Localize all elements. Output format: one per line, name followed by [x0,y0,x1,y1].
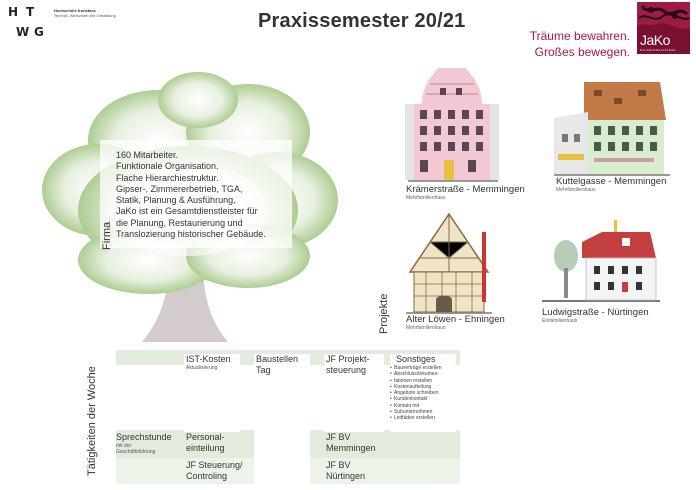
jf-projekt-line-2: steuerung [326,364,367,375]
list-item: • Kostenaufteilung [390,384,456,390]
list-item: • Leitfäden erstellen [390,415,456,421]
list-item: • Kundenkontakt [390,396,456,402]
logo-letter-h: H [8,5,19,19]
cell-personal [186,432,225,453]
jf-bv-nue-line-2: Nürtingen [326,470,366,481]
cell-ist-kosten [186,354,231,371]
jf-bv-mem-line-1: JF BV [326,432,351,442]
list-item: • Kontakt mit [390,403,456,409]
firm-line: JaKo ist ein Gesamtdienstleister für [116,206,258,217]
ist-kosten-title: IST-Kosten [186,354,231,364]
firma-label: Firma [101,221,113,250]
project-card [406,184,525,201]
list-item: • Bauverträge erstellen [390,365,456,371]
cell-jf-bv-memmingen [326,432,376,453]
project-card [406,314,505,331]
cell-baustellen [256,354,298,375]
firm-line: Gipser-, Zimmererbetrieb, TGA, [116,183,243,194]
ist-kosten-sub: Aktualisierung [186,364,218,371]
logo-sub-line-2: Technik, Wirtschaft und Gestaltung [54,13,116,18]
jf-bv-mem-line-2: Memmingen [326,442,376,453]
jf-steuerung-line-2: Controling [186,470,228,481]
building-alter-loewen [406,212,492,314]
project-name: Kuttelgasse - Memmingen [556,176,667,187]
personal-line-2: einteilung [186,442,225,453]
building-ludwigstrasse [542,218,660,302]
logo-sub-line-1: Hochschule Konstanz [54,8,96,13]
logo-letter-w: W [16,25,30,39]
page-title: Praxissemester 20/21 [258,10,466,32]
cell-jf-steuerung [186,460,243,481]
project-type: Mehrfamilienhaus [406,325,446,331]
building-kraemerstrasse [404,64,500,182]
sprechstunde-title: Sprechstunde [116,432,172,442]
jf-steuerung-line-1: JF Steuerung/ [186,460,243,470]
firm-line: Statik, Planung & Ausführung. [116,195,236,206]
slogan-line-2: Großes bewegen. [534,45,630,59]
list-item: • Abschlussdokumen- [390,371,456,377]
project-name: Krämerstraße - Memmingen [406,184,525,195]
building-kuttelgasse [554,78,670,176]
firm-line: Flache Hierarchiestruktur. [116,172,219,183]
activities-grid [116,350,460,484]
cell-jf-bv-nuertingen [326,460,365,481]
sonstiges-list [390,365,456,422]
brand-sub: BAUDENKMALPFLEGE [640,48,676,52]
project-name: Alter Löwen - Ehningen [406,314,505,325]
projekte-label: Projekte [378,293,390,334]
slogan [530,28,630,60]
firm-line: 160 Mitarbeiter. [116,150,179,160]
cell-sprechstunde [116,432,172,455]
project-card [556,176,666,193]
cell-jf-projekt [326,354,370,375]
jf-bv-nue-line-1: JF BV [326,460,351,470]
project-name: Ludwigstraße - Nürtingen [542,307,649,318]
jako-logo [637,2,690,54]
firm-line: Translozierung historischer Gebäude. [116,229,266,240]
project-type: Mehrfamilienhaus [556,187,596,193]
baustellen-line-2: Tag [256,364,271,375]
logo-letter-t: T [26,5,35,19]
logo-letter-g: G [34,25,44,39]
jf-projekt-line-1: JF Projekt- [326,354,370,364]
project-type: Einfamilienhaus [542,318,578,324]
project-card [542,307,649,324]
activities-label: Tätigkeiten der Woche [86,366,98,476]
list-item: • tationen erstellen [390,378,456,384]
htwg-logo [8,6,48,52]
slogan-line-1: Träume bewahren. [529,29,630,43]
sonstiges-title: Sonstiges [396,354,436,364]
personal-line-1: Personal- [186,432,225,442]
logo-subtitle [54,8,134,18]
brand-word: JaKo [640,32,670,48]
firm-description [116,150,292,240]
firm-line: die Planung, Restaurierung und [116,217,243,228]
cell-sonstiges [396,354,436,365]
baustellen-line-1: Baustellen [256,354,299,364]
project-type: Mehrfamilienhaus [406,195,446,201]
list-item: • Angebote schreiben [390,390,456,396]
sprechstunde-sub-2: Geschäftsführung [116,448,156,455]
firm-line: Funktionale Organisation. [116,161,219,172]
list-item: • Subunternehmen [390,409,456,415]
sprechstunde-sub-1: mit der [116,442,132,449]
